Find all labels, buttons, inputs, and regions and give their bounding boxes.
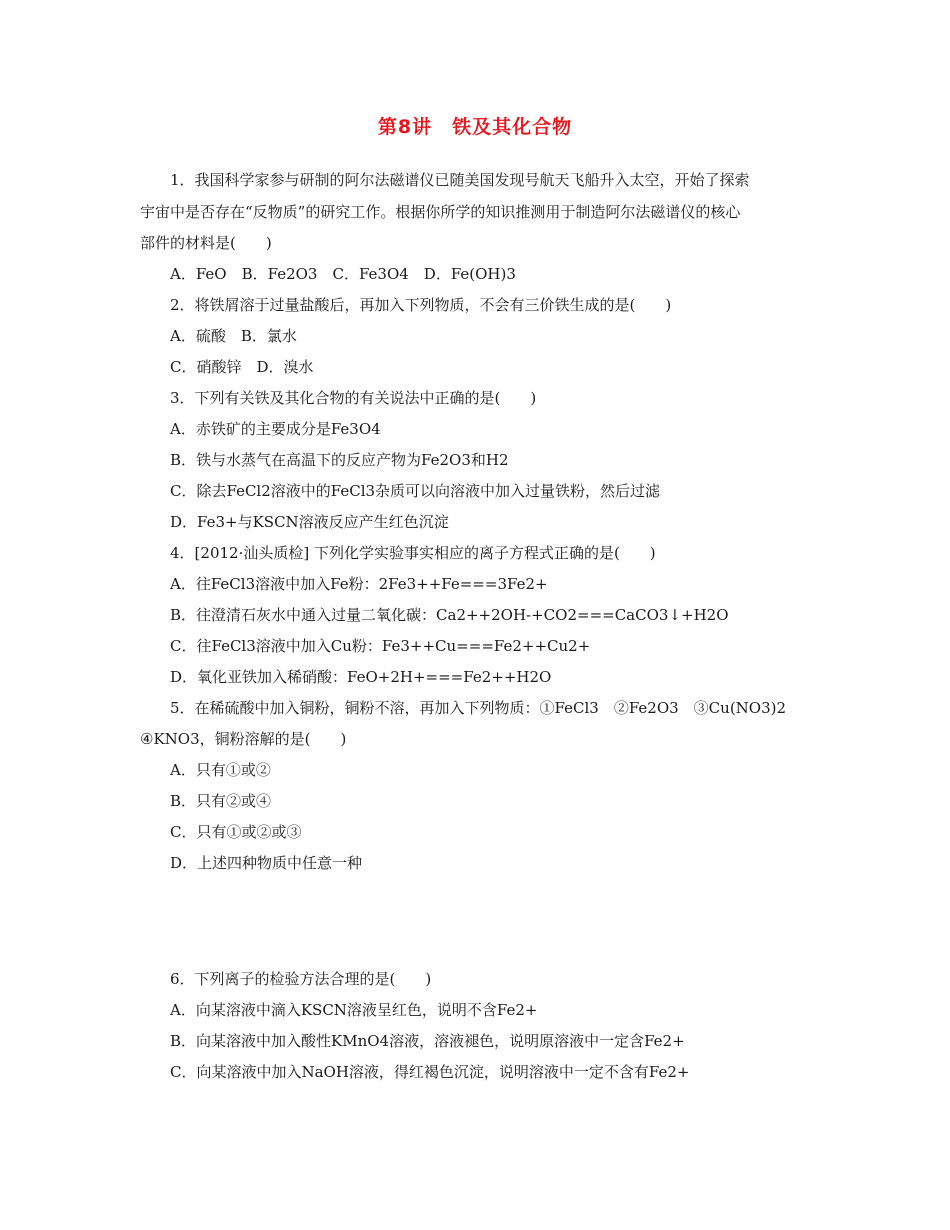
q3-option-c: C．除去FeCl2溶液中的FeCl3杂质可以向溶液中加入过量铁粉，然后过滤 (170, 482, 661, 500)
q2-stem: 2．将铁屑溶于过量盐酸后，再加入下列物质，不会有三价铁生成的是( ) (170, 296, 672, 314)
q1-stem-line2: 宇宙中是否存在“反物质”的研究工作。根据你所学的知识推测用于制造阿尔法磁谱仪的核心 (140, 203, 741, 221)
q6-stem: 6．下列离子的检验方法合理的是( ) (170, 970, 432, 988)
q2-options-cd: C．硝酸锌 D．溴水 (170, 358, 314, 376)
q1-options: A．FeO B．Fe2O3 C．Fe3O4 D．Fe(OH)3 (170, 265, 516, 283)
q5-stem-line2: ④KNO3，铜粉溶解的是( ) (140, 730, 347, 748)
q4-option-c: C．往FeCl3溶液中加入Cu粉：Fe3++Cu===Fe2++Cu2+ (170, 637, 591, 655)
q4-option-d: D．氧化亚铁加入稀硝酸：FeO+2H+===Fe2++H2O (170, 668, 552, 686)
q6-option-c: C．向某溶液中加入NaOH溶液，得红褐色沉淀，说明溶液中一定不含有Fe2+ (170, 1063, 690, 1081)
q5-stem-line1: 5．在稀硫酸中加入铜粉，铜粉不溶，再加入下列物质：①FeCl3 ②Fe2O3 ③Cu(NO3)2 (170, 699, 787, 717)
q3-option-a: A．赤铁矿的主要成分是Fe3O4 (170, 420, 381, 438)
q3-stem: 3．下列有关铁及其化合物的有关说法中正确的是( ) (170, 389, 537, 407)
q4-option-a: A．往FeCl3溶液中加入Fe粉：2Fe3++Fe===3Fe2+ (170, 575, 548, 593)
q1-stem-line3: 部件的材料是( ) (140, 234, 272, 252)
q4-option-b: B．往澄清石灰水中通入过量二氧化碳：Ca2++2OH-+CO2===CaCO3↓+H2O (170, 606, 729, 624)
q4-stem: 4．[2012·汕头质检] 下列化学实验事实相应的离子方程式正确的是( ) (170, 544, 656, 562)
q6-option-a: A．向某溶液中滴入KSCN溶液呈红色，说明不含Fe2+ (170, 1001, 538, 1019)
q1-stem-line1: 1．我国科学家参与研制的阿尔法磁谱仪已随美国发现号航天飞船升入太空，开始了探索 (170, 171, 750, 189)
q3-option-d: D．Fe3+与KSCN溶液反应产生红色沉淀 (170, 513, 449, 531)
q2-options-ab: A．硫酸 B．氯水 (170, 327, 297, 345)
q5-option-b: B．只有②或④ (170, 792, 272, 810)
page-title: 第8讲 铁及其化合物 (377, 116, 573, 138)
q5-option-d: D．上述四种物质中任意一种 (170, 854, 363, 872)
q5-option-a: A．只有①或② (170, 761, 271, 779)
q3-option-b: B．铁与水蒸气在高温下的反应产物为Fe2O3和H2 (170, 451, 509, 469)
q6-option-b: B．向某溶液中加入酸性KMnO4溶液，溶液褪色，说明原溶液中一定含Fe2+ (170, 1032, 685, 1050)
q5-option-c: C．只有①或②或③ (170, 823, 302, 841)
